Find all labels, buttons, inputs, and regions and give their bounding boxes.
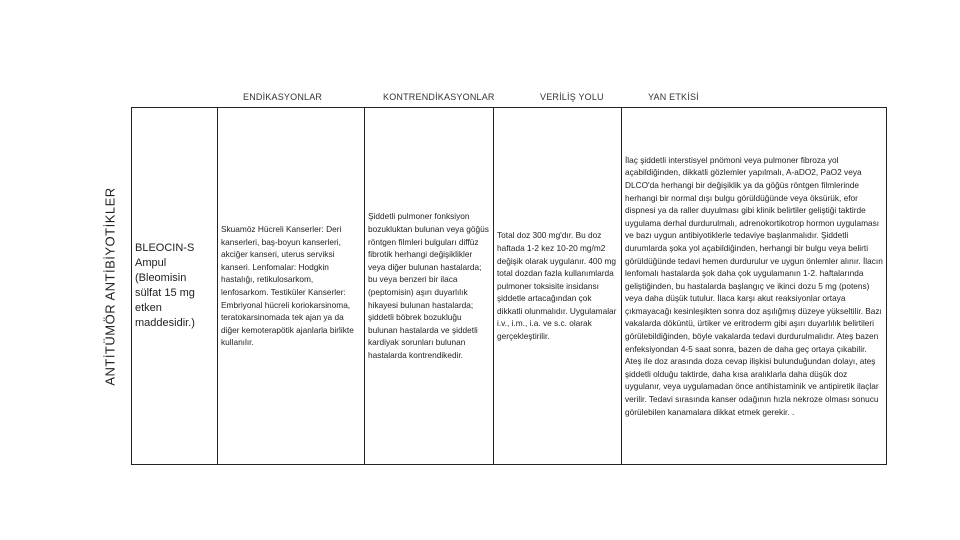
header-verilis-yolu: VERİLİŞ YOLU [540, 92, 604, 102]
yan-etkisi-cell: İlaç şiddetli interstisyel pnömoni veya pulmoner fibroza yol açabildiğinden, dikkatli gözlemler yapılmalı, A-aDO2, PaO2 veya DLCO'da herhangi bir değişiklik ya da göğüs röntgen filmlerinde herhangi bir normal dışı bulgu görüldüğünde veya öksürük, efor dispnesi ya da raller duyulması gibi klinik belirtiler geliştiği taktirde uygulama derhal durdurulmalı, adrenokortikotrop hormon uygulaması ve bazı uygun antibiyotiklerle tedaviye başlanmalıdır. Şiddetli durumlarda şoka yol açabildiğinden, herhangi bir bulgu veya belirti görüldüğünde tedavi hemen durdurulur ve uygun önlemler alınır. İlacın lenfomalı hastalarda şok daha çok uygulamanın 1-2. haftalarında geliştiğinden, bu hastalarda başlangıç ve ikinci dozu 5 mg (potens) veya daha düşük tutulur. İlaca karşı akut reaksiyonlar ortaya çıkmayacağı kesinleşikten sonra doz aşılığmış düzeye yükseltilir. Bazı vakalarda döküntü, ürtiker ve eritroderm gibi aşırı duyarlılık belirtileri görülebildiğinden, böyle vakalarda tedavi durdurulmalıdır. Ateş bazen enfeksiyondan 4-5 saat sonra, bazen de daha geç ortaya çıkabilir. Ateş ile doz arasında doza cevap ilişkisi bulunduğundan dolayı, ateş şiddetli olduğu taktirde, daha kısa aralıklarla daha düşük doz uygulanır, veya uygulamadan önce antihistaminik ve antipiretik ilaçlar verilir. Tedavi sırasında kanser odağının hızla nekroze olması sonucu görülebilen kanamalara dikkat etmek gerekir. . [622, 108, 887, 465]
kontrendikasyonlar-cell: Şiddetli pulmoner fonksiyon bozukluktan bulunan veya göğüs röntgen filmleri bulguları diffüz fibrotik herhangi değişiklikler veya diğer bulunan hastalarda; bu veya benzeri bir ilaca (peptomisin) aşırı duyarlılık hikayesi bulunan hastalarda; şiddetli böbrek bozukluğu bulunan hastalarda ve şiddetli kardiyak sorunları bulunan hastalarda kontrendikedir. [365, 108, 494, 465]
header-kontrendikasyonlar: KONTRENDİKASYONLAR [383, 92, 495, 102]
drug-name-cell: BLEOCIN-S Ampul (Bleomisin sülfat 15 mg etken maddesidir.) [132, 108, 218, 465]
header-endikasyonlar: ENDİKASYONLAR [243, 92, 323, 102]
header-yan-etkisi: YAN ETKİSİ [648, 92, 699, 102]
table-row [132, 108, 887, 465]
endikasyonlar-cell: Skuamöz Hücreli Kanserler: Deri kanserleri, baş-boyun kanserleri, akciğer kanseri, uterus serviksi kanseri. Lenfomalar: Hodgkin hastalığı, retikulosarkom, lenfosarkom. Testiküler Kanserler: Embriyonal hücreli koriokarsinoma, teratokarsinomada tek ajan ya da diğer kemoterapötik ajanlarla birlikte kullanılır. [218, 108, 365, 465]
drug-info-table [131, 107, 887, 465]
category-label [90, 107, 131, 465]
category-label-text: ANTİTÜMÖR ANTİBİYOTİKLER [103, 186, 119, 386]
verilis-yolu-cell: Total doz 300 mg'dır. Bu doz haftada 1-2 kez 10-20 mg/m2 değişik olarak uygulanır. 400 mg total dozdan fazla kullanımlarda pulmoner toksisite insidansı şiddetle artacağından çok dikkatli olunmalıdır. Uygulamalar i.v., i.m., i.a. ve s.c. olarak gerçekleştirilir. [494, 108, 622, 465]
